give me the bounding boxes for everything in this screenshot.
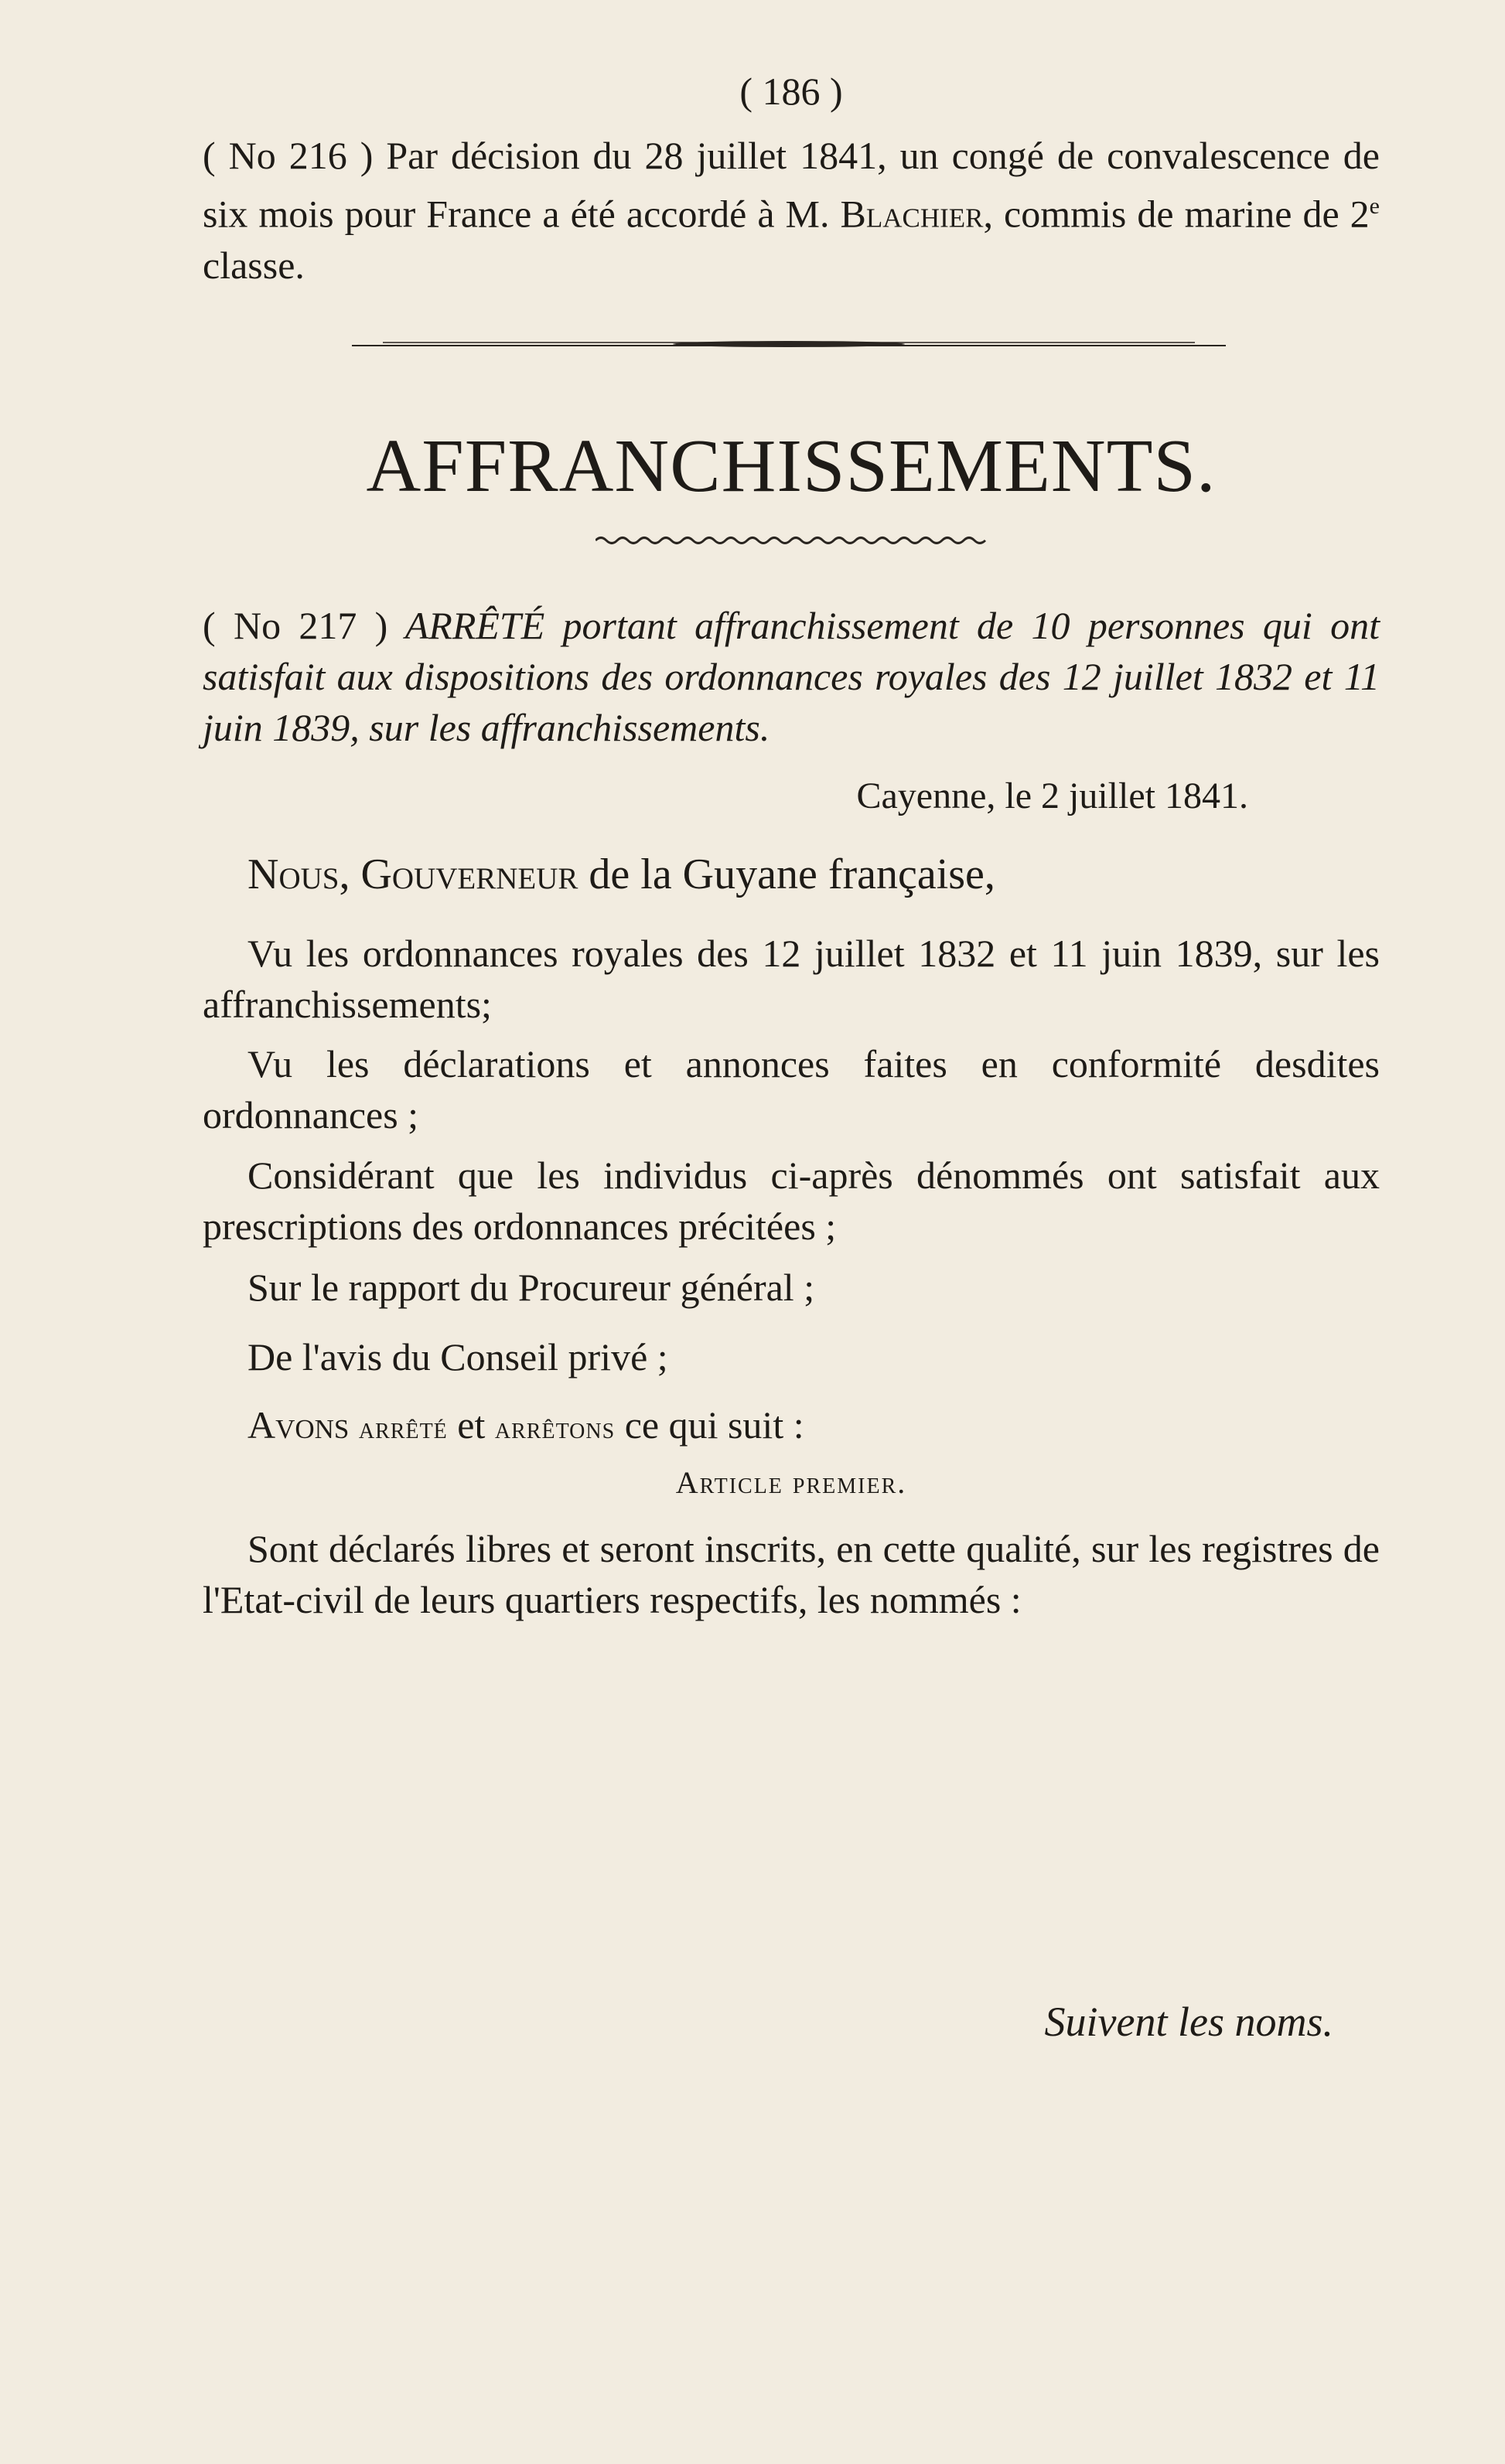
entry-217-ref: ( No 217 ) <box>203 604 388 647</box>
article-title: Article premier. <box>675 1465 907 1500</box>
page-number: ( 186 ) <box>739 70 843 113</box>
article-text: Sont déclarés libres et seront inscrits, en cette qualité, sur les registres de l'Etat-civil de leurs quartiers respectifs, les nommés : <box>203 1527 1380 1621</box>
ornamental-rule <box>352 334 1226 357</box>
entry-216-name: Blachier <box>840 192 984 236</box>
entry-216-ref: ( No 216 ) <box>203 134 374 177</box>
consideration-4: Sur le rapport du Procureur général ; <box>247 1266 815 1309</box>
entry-217-heading-text: ARRÊTÉ portant affranchissement de 10 personnes qui ont satisfait aux dispositions des ordonnances royales des 12 juillet 1832 et 11 juin 1839, sur les affranchissements. <box>203 604 1380 749</box>
consideration-3: Considérant que les individus ci-après dénommés ont satisfait aux prescriptions des ordonnances précitées ; <box>203 1154 1380 1248</box>
consideration-5: De l'avis du Conseil privé ; <box>247 1335 668 1379</box>
entry-216-text-c: classe. <box>203 243 305 287</box>
entry-216 <box>203 130 1380 291</box>
decree-line: Avons arrêté et arrêtons ce qui suit : <box>247 1403 804 1447</box>
governor-line <box>203 847 1380 901</box>
wavy-divider <box>596 533 990 547</box>
section-title: AFFRANCHISSEMENTS. <box>366 424 1217 508</box>
entry-217-heading <box>203 600 1380 753</box>
consideration-1: Vu les ordonnances royales des 12 juillet 1832 et 11 juin 1839, sur les affranchissements; <box>203 932 1380 1026</box>
entry-216-class-num: 2 <box>1350 192 1370 236</box>
follow-note: Suivent les noms. <box>1044 1999 1333 2045</box>
place-date: Cayenne, le 2 juillet 1841. <box>856 775 1248 816</box>
governor-rest: de la Guyane française, <box>578 850 995 898</box>
entry-216-class-sup: e <box>1369 193 1380 219</box>
consideration-2: Vu les déclarations et annonces faites en conformité desdites ordonnances ; <box>203 1042 1380 1137</box>
governor-we: Nous, Gouverneur <box>247 850 578 898</box>
entry-216-text-b: , commis de marine de <box>983 192 1350 236</box>
entry-216-text-a: Par décision du 28 juillet 1841, un congé de convalescence de six mois pour France a été accordé à M. <box>203 134 1380 236</box>
